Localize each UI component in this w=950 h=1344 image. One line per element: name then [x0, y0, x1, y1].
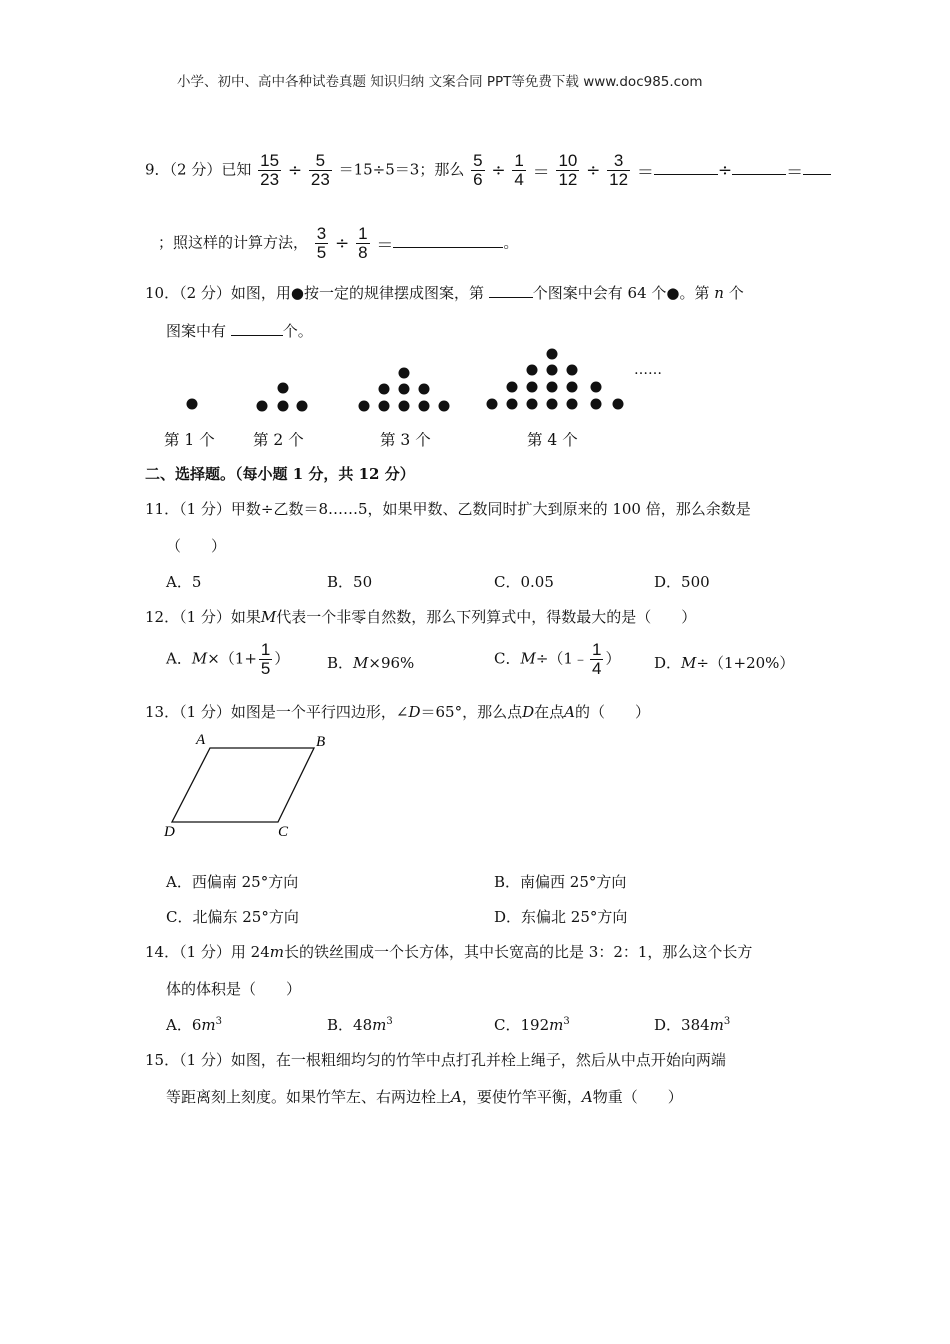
dot — [419, 384, 430, 395]
q12-option-d[interactable]: D．M÷（1+20%） — [654, 654, 795, 672]
q13-option-a[interactable]: A．西偏南 25°方向 — [166, 873, 299, 891]
vertex-label-d: D — [164, 824, 175, 840]
dot — [187, 399, 198, 410]
vertex-label-b: B — [316, 734, 326, 750]
q9-known: 已知 — [221, 160, 252, 179]
q9-line2-text: ；照这样的计算方法， — [158, 233, 309, 252]
q11-number: 11． — [145, 500, 180, 518]
q9-number: 9． — [145, 160, 170, 179]
q9-fraction-2: $\frac{5}{23}$ — [310, 151, 330, 189]
q11-option-c[interactable]: C．0.05 — [494, 573, 554, 591]
dot — [613, 399, 624, 410]
q9-div-sign-4: ÷ — [717, 160, 733, 181]
q10-text-e: 个。 — [282, 322, 313, 340]
dot — [379, 401, 390, 412]
q12-text-b: 代表一个非零自然数，那么下列算式中，得数最大的是（ ） — [276, 608, 697, 626]
q12-option-b[interactable]: B．M×96% — [327, 654, 415, 672]
q15-var-a-2: A — [581, 1088, 593, 1106]
vertex-label-a: A — [196, 732, 206, 748]
q14-text-a: （1 分）用 24 — [179, 943, 270, 961]
q14-option-a[interactable]: A．$6m^3$ — [166, 1016, 222, 1034]
q9-eq-sign-2: ＝ — [636, 163, 654, 183]
q9-equation-text: ＝15÷5＝3；那么 — [338, 160, 465, 179]
q14-unit-m: m — [269, 943, 284, 961]
q12-option-c-fraction: $\frac{1}{4}$ — [591, 640, 602, 678]
q11-answer-paren[interactable]: （ ） — [166, 537, 227, 555]
dot — [379, 384, 390, 395]
q13-text-c: 在点 — [534, 703, 565, 721]
q15-number: 15． — [145, 1051, 180, 1069]
q9-answer-blank-2[interactable] — [732, 160, 786, 175]
question-13-line1 — [145, 701, 650, 722]
q14-option-b[interactable]: B．$48m^3$ — [327, 1016, 393, 1034]
dot — [547, 399, 558, 410]
dot — [507, 382, 518, 393]
question-11-line1 — [145, 498, 751, 519]
q9-fraction-4: $\frac{1}{4}$ — [514, 151, 524, 189]
q11-option-d[interactable]: D．500 — [654, 573, 710, 591]
pattern-label-3: 第 3 个 — [380, 431, 431, 449]
q15-var-a: A — [451, 1088, 462, 1106]
dot — [567, 399, 578, 410]
dot — [507, 399, 518, 410]
question-14-line1 — [145, 941, 752, 962]
dot — [527, 399, 538, 410]
section-2-title: 二、选择题。（每小题 1 分，共 12 分） — [145, 465, 415, 483]
q11-text: （1 分）甲数÷乙数＝8……5，如果甲数、乙数同时扩大到原来的 100 倍，那么余数是 — [179, 500, 751, 518]
q9-fraction-1: $\frac{15}{23}$ — [260, 151, 280, 189]
q12-option-a-fraction: $\frac{1}{5}$ — [260, 640, 271, 678]
q13-text-d: 的（ ） — [575, 703, 651, 721]
q9-fraction-5: $\frac{10}{12}$ — [558, 151, 578, 189]
q12-option-c[interactable]: C．M÷（1﹣ $\frac{1}{4}$ ） — [494, 640, 621, 678]
q10-text-b: 个图案中会有 64 个●。第 — [532, 284, 710, 302]
dot — [547, 349, 558, 360]
q13-option-c[interactable]: C．北偏东 25°方向 — [166, 908, 299, 926]
q12-number: 12． — [145, 608, 180, 626]
q15-text-2b: ，要使竹竿平衡， — [461, 1088, 582, 1106]
dot — [547, 365, 558, 376]
pattern-continuation: …… — [634, 362, 662, 378]
dot — [297, 401, 308, 412]
q15-text-2c: 物重（ ） — [592, 1088, 683, 1106]
dot — [419, 401, 430, 412]
dot — [591, 382, 602, 393]
parallelogram-figure — [150, 728, 350, 843]
q13-option-d[interactable]: D．东偏北 25°方向 — [494, 908, 628, 926]
q9-answer-blank-1[interactable] — [654, 160, 718, 175]
q12-variable-m: M — [260, 608, 277, 626]
q13-var-a: A — [564, 703, 575, 721]
q10-answer-blank-1[interactable] — [489, 283, 533, 298]
q13-var-d: D — [408, 703, 421, 721]
question-9-line1 — [145, 152, 831, 189]
q15-text-2a: 等距离刻上刻度。如果竹竿左、右两边栓上 — [166, 1088, 452, 1106]
q10-variable-n: n — [714, 284, 724, 302]
dot — [591, 399, 602, 410]
question-15-line2 — [166, 1086, 683, 1107]
q9-answer-blank-3[interactable] — [803, 160, 831, 175]
dot — [527, 382, 538, 393]
q13-option-b[interactable]: B．南偏西 25°方向 — [494, 873, 627, 891]
question-10-line2 — [166, 320, 313, 341]
dot — [487, 399, 498, 410]
q9-div-sign-2: ÷ — [491, 160, 506, 181]
q10-text-d: 图案中有 — [166, 322, 227, 340]
q10-number: 10． — [145, 284, 180, 302]
dot — [399, 368, 410, 379]
dot — [278, 383, 289, 394]
q14-line2: 体的体积是（ ） — [166, 980, 302, 998]
q14-number: 14． — [145, 943, 180, 961]
q9-score: （2 分） — [169, 160, 222, 179]
q9-fraction-6: $\frac{3}{12}$ — [609, 151, 629, 189]
question-15-line1 — [145, 1049, 726, 1070]
q9-fraction-7: $\frac{3}{5}$ — [316, 224, 327, 262]
q12-option-a[interactable]: A．M×（1+ $\frac{1}{5}$ ） — [166, 640, 290, 678]
pattern-label-2: 第 2 个 — [253, 431, 304, 449]
dot — [257, 401, 268, 412]
pattern-label-4: 第 4 个 — [527, 431, 578, 449]
question-10-line1 — [145, 282, 744, 303]
q9-fraction-8: $\frac{1}{8}$ — [358, 224, 368, 262]
q9-eq-sign-4: ＝ — [376, 236, 394, 256]
dot — [359, 401, 370, 412]
q10-text-c: 个 — [728, 284, 744, 302]
q11-option-a[interactable]: A．5 — [166, 573, 202, 591]
pattern-label-1: 第 1 个 — [164, 431, 215, 449]
q9-div-sign-1: ÷ — [287, 160, 303, 181]
dot — [567, 365, 578, 376]
q13-text-b: ＝65°，那么点 — [420, 703, 523, 721]
parallelogram-shape — [172, 748, 314, 822]
question-9-line2 — [158, 225, 518, 262]
q9-div-sign-3: ÷ — [586, 160, 601, 181]
q9-fraction-3: $\frac{5}{6}$ — [473, 151, 483, 189]
dot — [547, 382, 558, 393]
q13-text-a: （1 分）如图是一个平行四边形，∠ — [179, 703, 409, 721]
dot-pattern-figure — [0, 340, 950, 420]
q13-var-d-2: D — [522, 703, 535, 721]
dot — [399, 384, 410, 395]
q11-option-b[interactable]: B．50 — [327, 573, 373, 591]
dot — [567, 382, 578, 393]
page-header: 小学、初中、高中各种试卷真题 知识归纳 文案合同 PPT等免费下载 www.doc985.com — [177, 74, 703, 90]
q14-text-b: 长的铁丝围成一个长方体，其中长宽高的比是 3：2：1，那么这个长方 — [284, 943, 753, 961]
dot — [399, 401, 410, 412]
question-12-line1 — [145, 606, 696, 627]
q9-answer-blank-4[interactable] — [393, 233, 503, 248]
q9-eq-sign-3: ＝ — [786, 163, 804, 183]
q13-number: 13． — [145, 703, 180, 721]
dot — [278, 401, 289, 412]
dot — [439, 401, 450, 412]
q9-div-sign-5: ÷ — [335, 233, 350, 254]
q9-eq-sign-1: ＝ — [532, 163, 550, 183]
q14-option-d[interactable]: D．$384m^3$ — [654, 1016, 731, 1034]
q15-text-1: （1 分）如图，在一根粗细均匀的竹竿中点打孔并栓上绳子，然后从中点开始向两端 — [179, 1051, 726, 1069]
q14-option-c[interactable]: C．$192m^3$ — [494, 1016, 570, 1034]
q10-text-a: （2 分）如图，用●按一定的规律摆成图案，第 — [179, 284, 484, 302]
q9-end: 。 — [503, 233, 519, 252]
dot — [527, 365, 538, 376]
vertex-label-c: C — [278, 824, 289, 840]
q12-text-a: （1 分）如果 — [179, 608, 261, 626]
q10-answer-blank-2[interactable] — [231, 321, 283, 336]
